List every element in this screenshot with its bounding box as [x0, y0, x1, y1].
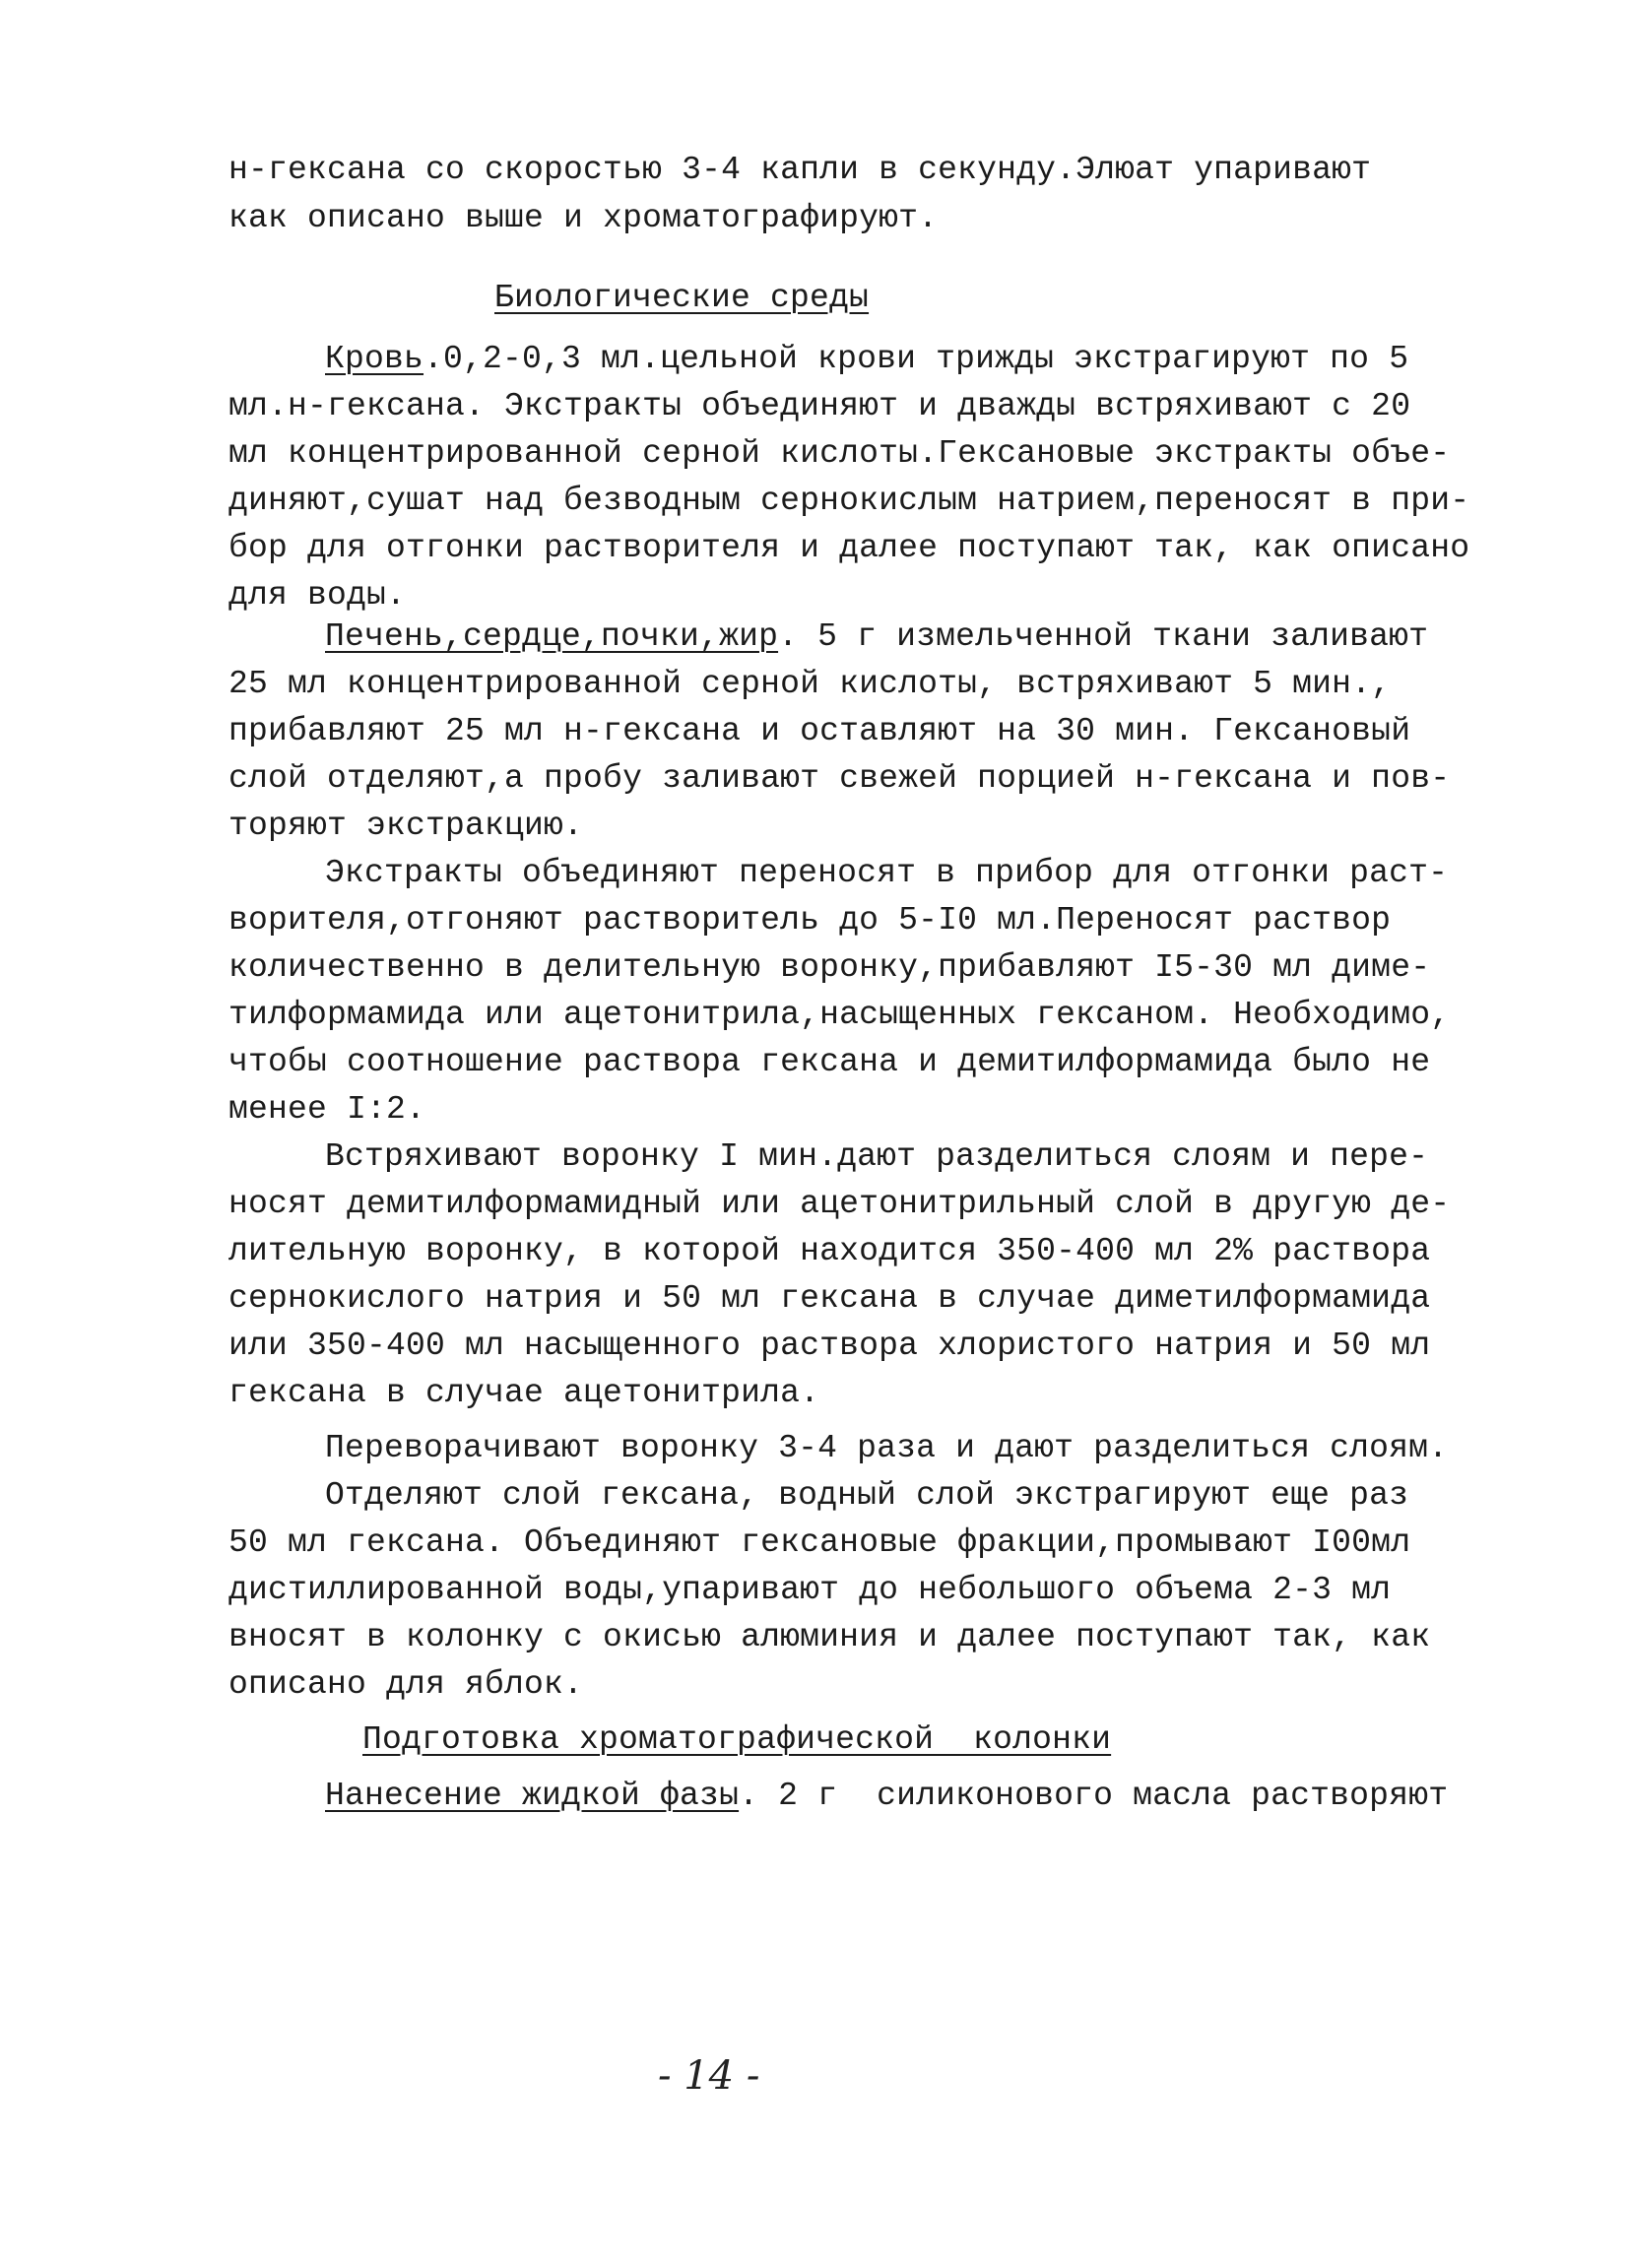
- text-line: чтобы соотношение раствора гексана и демитилформамида было не: [228, 1044, 1431, 1080]
- section-heading-biological-media: Биологические среды: [494, 280, 870, 316]
- text-line: менее I:2.: [228, 1091, 426, 1128]
- text-line: Отделяют слой гексана, водный слой экстрагируют еще раз: [325, 1477, 1409, 1514]
- text-line: мл.н-гексана. Экстракты объединяют и дважды встряхивают с 20: [228, 388, 1411, 424]
- text-line: [325, 340, 1408, 379]
- text-line: носят демитилформамидный или ацетонитрильный слой в другую де-: [228, 1186, 1451, 1222]
- text-line: лительную воронку, в которой находится 350-400 мл 2% раствора: [228, 1233, 1431, 1269]
- text-line: тилформамида или ацетонитрила,насыщенных гексаном. Необходимо,: [228, 997, 1451, 1033]
- text-line: диняют,сушат над безводным сернокислым натрием,переносят в при-: [228, 483, 1470, 519]
- text-line: [325, 1777, 1448, 1816]
- text-line: Встряхивают воронку I мин.дают разделиться слоям и пере-: [325, 1138, 1429, 1175]
- text-line: торяют экстракцию.: [228, 808, 584, 844]
- text-fragment: . 5 г измельченной ткани заливают: [778, 618, 1429, 655]
- text-line: бор для отгонки растворителя и далее поступают так, как описано: [228, 530, 1470, 566]
- text-line: дистиллированной воды,упаривают до небольшого объема 2-3 мл: [228, 1572, 1392, 1608]
- paragraph-label-organs: Печень,сердце,почки,жир: [325, 618, 779, 655]
- text-line: или 350-400 мл насыщенного раствора хлористого натрия и 50 мл: [228, 1328, 1431, 1364]
- text-line: мл концентрированной серной кислоты.Гексановые экстракты объе-: [228, 435, 1451, 472]
- text-line: количественно в делительную воронку,прибавляют I5-30 мл диме-: [228, 949, 1431, 986]
- page-number: - 14 -: [658, 2053, 760, 2099]
- text-fragment: . 2 г силиконового масла растворяют: [739, 1778, 1449, 1814]
- text-line: сернокислого натрия и 50 мл гексана в случае диметилформамида: [228, 1280, 1431, 1317]
- text-line: слой отделяют,а пробу заливают свежей порцией н-гексана и пов-: [228, 760, 1451, 797]
- text-line: прибавляют 25 мл н-гексана и оставляют на 30 мин. Гексановый: [228, 713, 1411, 749]
- text-line: гексана в случае ацетонитрила.: [228, 1375, 820, 1411]
- text-line: ворителя,отгоняют растворитель до 5-I0 мл.Переносят раствор: [228, 902, 1392, 939]
- text-line: как описано выше и хроматографируют.: [228, 200, 939, 236]
- text-line: описано для яблок.: [228, 1666, 584, 1703]
- paragraph-label-liquid-phase: Нанесение жидкой фазы: [325, 1778, 740, 1814]
- section-heading-column-preparation: Подготовка хроматографической колонки: [362, 1721, 1112, 1758]
- text-fragment: .0,2-0,3 мл.цельной крови трижды экстрагируют по 5: [424, 341, 1409, 377]
- paragraph-label-blood: Кровь: [325, 341, 424, 377]
- text-line: 50 мл гексана. Объединяют гексановые фракции,промывают I00мл: [228, 1524, 1411, 1561]
- text-line: [325, 617, 1428, 657]
- text-line: н-гексана со скоростью 3-4 капли в секунду.Элюат упаривают: [228, 152, 1372, 188]
- text-line: вносят в колонку с окисью алюминия и далее поступают так, как: [228, 1619, 1431, 1655]
- text-line: Переворачивают воронку 3-4 раза и дают разделиться слоям.: [325, 1430, 1449, 1466]
- text-line: для воды.: [228, 577, 407, 614]
- text-line: 25 мл концентрированной серной кислоты, встряхивают 5 мин.,: [228, 666, 1392, 702]
- text-line: Экстракты объединяют переносят в прибор для отгонки раст-: [325, 855, 1449, 891]
